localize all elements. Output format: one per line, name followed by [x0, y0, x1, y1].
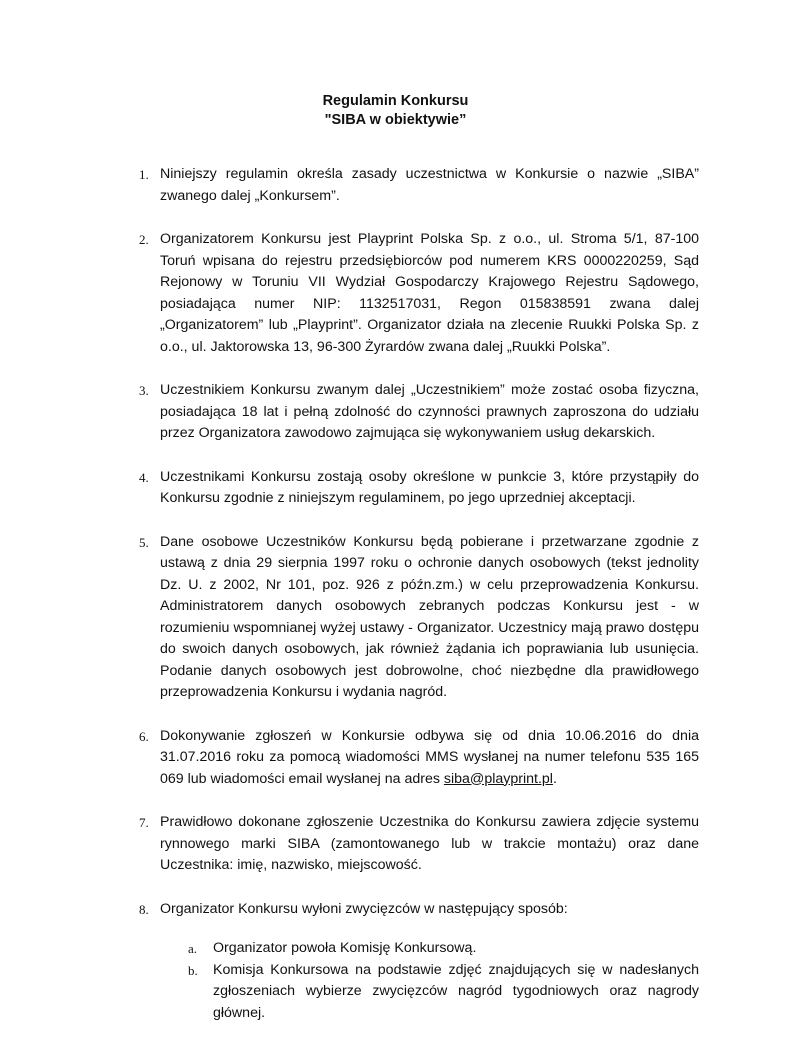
rule-text: Dokonywanie zgłoszeń w Konkursie odbywa się od dnia 10.06.2016 do dnia 31.07.2016 roku za pomocą wiadomości MMS wysłanej na numer telefonu 535 165 069 lub wiadomości email wysłanej na adres [160, 727, 699, 787]
rule-text: Uczestnikami Konkursu zostają osoby określone w punkcie 3, które przystąpiły do Konkursu zgodnie z niniejszym regulaminem, po jego uprzedniej akceptacji. [160, 468, 699, 506]
sub-item-b [188, 960, 699, 1025]
rule-item-7 [139, 812, 699, 877]
rule-item-2 [139, 229, 699, 358]
sub-item-text: Komisja Konkursowa na podstawie zdjęć znajdujących się w nadesłanych zgłoszeniach wybierze zwycięzców nagród tygodniowych oraz nagrody głównej. [213, 961, 699, 1021]
rule-text: Organizator Konkursu wyłoni zwycięzców w następujący sposób: [160, 900, 568, 917]
rule-number: 5. [139, 534, 149, 550]
email-link[interactable]: siba@playprint.pl [443, 770, 553, 787]
rule-number: 3. [139, 383, 149, 398]
rule-text: Prawidłowo dokonane zgłoszenie Uczestnika do Konkursu zawiera zdjęcie systemu rynnowego marki SIBA (zamontowanego lub w trakcie montażu) oraz dane Uczestnika: imię, nazwisko, miejscowość. [160, 814, 699, 873]
rule-item-4 [139, 467, 699, 510]
rule-item-6 [139, 726, 699, 791]
rule-number: 2. [139, 232, 149, 247]
rule-item-3 [139, 380, 699, 445]
title-line-2: "SIBA w obiektywie” [324, 112, 467, 128]
title-line-1: Regulamin Konkursu [322, 93, 469, 109]
rule-number: 7. [139, 815, 149, 830]
sub-item-text: Organizator powoła Komisję Konkursową. [213, 940, 477, 956]
rule-text: Organizatorem Konkursu jest Playprint Polska Sp. z o.o., ul. Stroma 5/1, 87-100 Toruń wpisana do rejestru przedsiębiorców pod numerem KRS 0000220259, Sąd Rejonowy w Toruniu VII Wydział Gospodarczy Krajowego Rejestru Sądowego, posiadająca numer NIP: 1132517031, Regon 015838591 zwana dalej „Organizatorem” lub „Playprint”. Organizator działa na zlecenie Ruukki Polska Sp. z o.o., ul. Jaktorowska 13, 96-300 Żyrardów zwana dalej „Ruukki Polska”. [160, 231, 699, 355]
rule-number: 4. [139, 469, 149, 485]
rule-item-8 [139, 899, 699, 1025]
rule-text: Niniejszy regulamin określa zasady uczestnictwa w Konkursie o nazwie „SIBA” zwanego dalej „Konkursem”. [160, 166, 699, 204]
sub-item-letter: a. [188, 941, 198, 956]
rules-list [139, 164, 699, 1046]
rule-text: Dane osobowe Uczestników Konkursu będą pobierane i przetwarzane zgodnie z ustawą z dnia 29 sierpnia 1997 roku o ochronie danych osobowych (tekst jednolity Dz. U. z 2002, Nr 101, poz. 926 z późn.zm.) w celu przeprowadzenia Konkursu. Administratorem danych osobowych zebranych podczas Konkursu jest - w rozumieniu wspomnianej wyżej ustawy - Organizator. Uczestnicy mają prawo dostępu do swoich danych osobowych, jak również żądania ich poprawiania lub usunięcia. Podanie danych osobowych jest dobrowolne, choć niezbędne dla prawidłowego przeprowadzenia Konkursu i wydania nagród. [160, 533, 699, 700]
rule-item-5 [139, 532, 699, 704]
rule-text-end: . [552, 770, 557, 787]
rule-number: 1. [139, 167, 149, 182]
rule-number: 6. [139, 728, 149, 744]
rule-item-1 [139, 164, 699, 207]
rule-text: Uczestnikiem Konkursu zwanym dalej „Uczestnikiem” może zostać osoba fizyczna, posiadająca 18 lat i pełną zdolność do czynności prawnych zaproszona do udziału przez Organizatora zawodowo zajmująca się wykonywaniem usług dekarskich. [160, 382, 699, 441]
sub-item-a [188, 938, 699, 960]
rule-number: 8. [139, 901, 149, 917]
sub-list [188, 938, 699, 1024]
sub-item-letter: b. [188, 962, 198, 978]
document-title [0, 92, 791, 130]
rule-text-with-email [160, 726, 699, 791]
